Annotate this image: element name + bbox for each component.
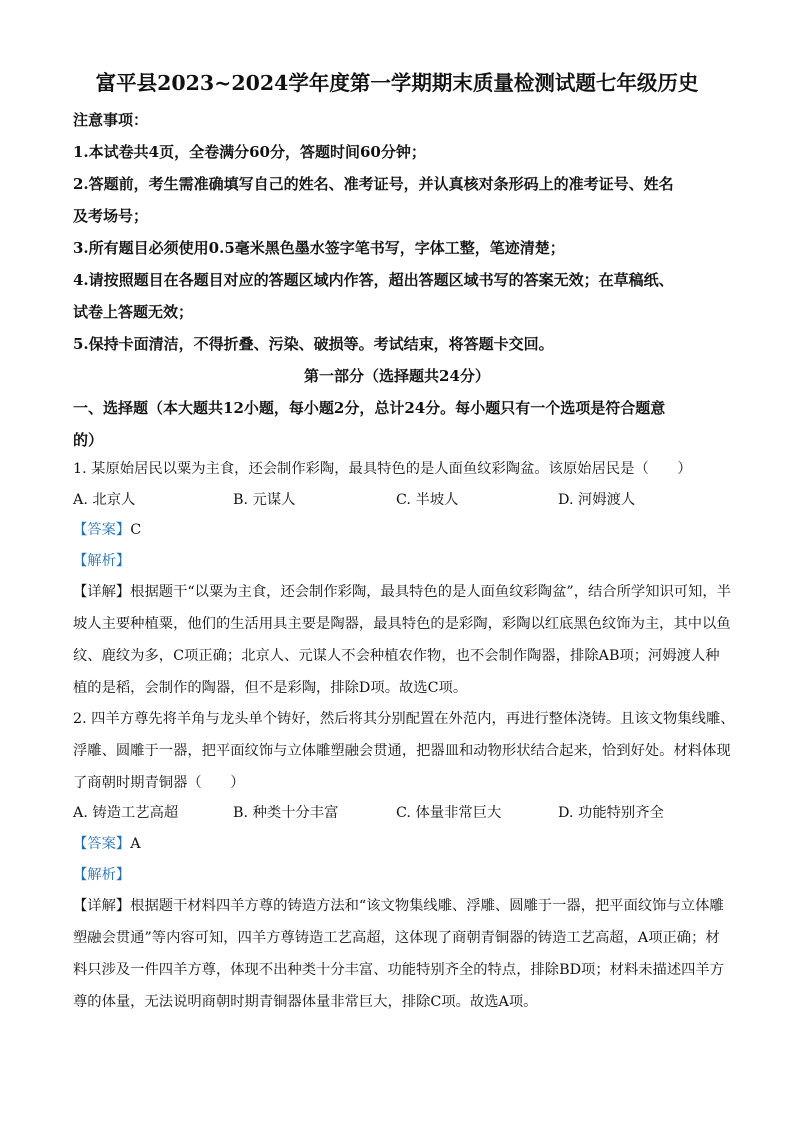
q1-option-d: D. 河姆渡人: [558, 492, 636, 508]
q2-detail-line-3: 料只涉及一件四羊方尊，体现不出种类十分丰富、功能特别齐全的特点，排除BD项；材料未描述四羊方: [73, 962, 725, 978]
answer-value: A: [130, 836, 141, 852]
page-title: 富平县2023~2024学年度第一学期期末质量检测试题七年级历史: [95, 71, 699, 95]
note-item-2: 2.答题前，考生需准确填写自己的姓名、准考证号，并认真核对条形码上的准考证号、姓名: [73, 175, 674, 193]
q2-stem-line-2: 浮雕、圆雕于一器，把平面纹饰与立体雕塑融会贯通，把器皿和动物形状结合起来，恰到好处。材料体现: [73, 743, 731, 759]
answer-tag: 【答案】: [73, 522, 131, 538]
q2-stem-line-1: 2. 四羊方尊先将羊角与龙头单个铸好，然后将其分别配置在外范内，再进行整体浇铸。且该文物集线雕、: [73, 711, 735, 727]
section-heading: 一、选择题（本大题共12小题，每小题2分，总计24分。每小题只有一个选项是符合题意: [73, 399, 666, 417]
note-item-1: 1.本试卷共4页，全卷满分60分，答题时间60分钟；: [73, 143, 426, 161]
note-item-5: 5.保持卡面清洁，不得折叠、污染、破损等。考试结束，将答题卡交回。: [73, 335, 554, 353]
q2-detail-line-4: 尊的体量，无法说明商朝时期青铜器体量非常巨大，排除C项。故选A项。: [73, 994, 538, 1010]
q1-option-a: A. 北京人: [73, 492, 136, 508]
note-item-4-cont: 试卷上答题无效；: [73, 303, 194, 321]
q1-stem: 1. 某原始居民以粟为主食，还会制作彩陶，最具特色的是人面鱼纹彩陶盆。该原始居民是（ ）: [73, 461, 692, 477]
note-item-4: 4.请按照题目在各题目对应的答题区域内作答，超出答题区域书写的答案无效；在草稿纸、: [73, 271, 674, 289]
q1-answer: [73, 519, 723, 539]
part-heading: 第一部分（选择题共24分）: [304, 367, 490, 385]
section-heading-cont: 的）: [73, 431, 104, 449]
q1-detail-line-4: 植的是稻，会制作的陶器，但不是彩陶，排除D项。故选C项。: [73, 680, 468, 696]
q2-detail-line-1: 【详解】根据题干材料四羊方尊的铸造方法和“该文物集线雕、浮雕、圆雕于一器，把平面纹饰与立体雕: [73, 898, 724, 914]
q2-analysis-tag: 【解析】: [73, 867, 131, 883]
note-item-3: 3.所有题目必须使用0.5毫米黑色墨水签字笔书写，字体工整，笔迹清楚；: [73, 239, 565, 257]
answer-tag: 【答案】: [73, 836, 131, 852]
q1-analysis-tag: 【解析】: [73, 553, 131, 569]
notes-heading: 注意事项：: [73, 111, 149, 129]
q2-option-b: B. 种类十分丰富: [233, 805, 339, 821]
q1-option-c: C. 半坡人: [396, 492, 459, 508]
q2-answer: [73, 833, 723, 853]
q1-detail-line-1: 【详解】根据题干“以粟为主食，还会制作彩陶，最具特色的是人面鱼纹彩陶盆”，结合所学知识可知，半: [73, 584, 731, 600]
q1-detail-line-2: 坡人主要种植粟，他们的生活用具主要是陶器，最具特色的是彩陶，彩陶以红底黑色纹饰为主，其中以鱼: [73, 616, 731, 632]
q1-option-b: B. 元谋人: [233, 492, 296, 508]
q2-stem-line-3: 了商朝时期青铜器（ ）: [73, 775, 245, 791]
q2-option-d: D. 功能特别齐全: [558, 805, 664, 821]
answer-value: C: [130, 522, 142, 538]
q2-option-c: C. 体量非常巨大: [396, 805, 502, 821]
q1-detail-line-3: 纹、鹿纹为多，C项正确；北京人、元谋人不会种植农作物，也不会制作陶器，排除AB项；河姆渡人种: [73, 648, 720, 664]
q2-detail-line-2: 塑融会贯通”等内容可知，四羊方尊铸造工艺高超，这体现了商朝青铜器的铸造工艺高超，A项正确；材: [73, 930, 720, 946]
q2-option-a: A. 铸造工艺高超: [73, 805, 179, 821]
note-item-2-cont: 及考场号；: [73, 207, 149, 225]
